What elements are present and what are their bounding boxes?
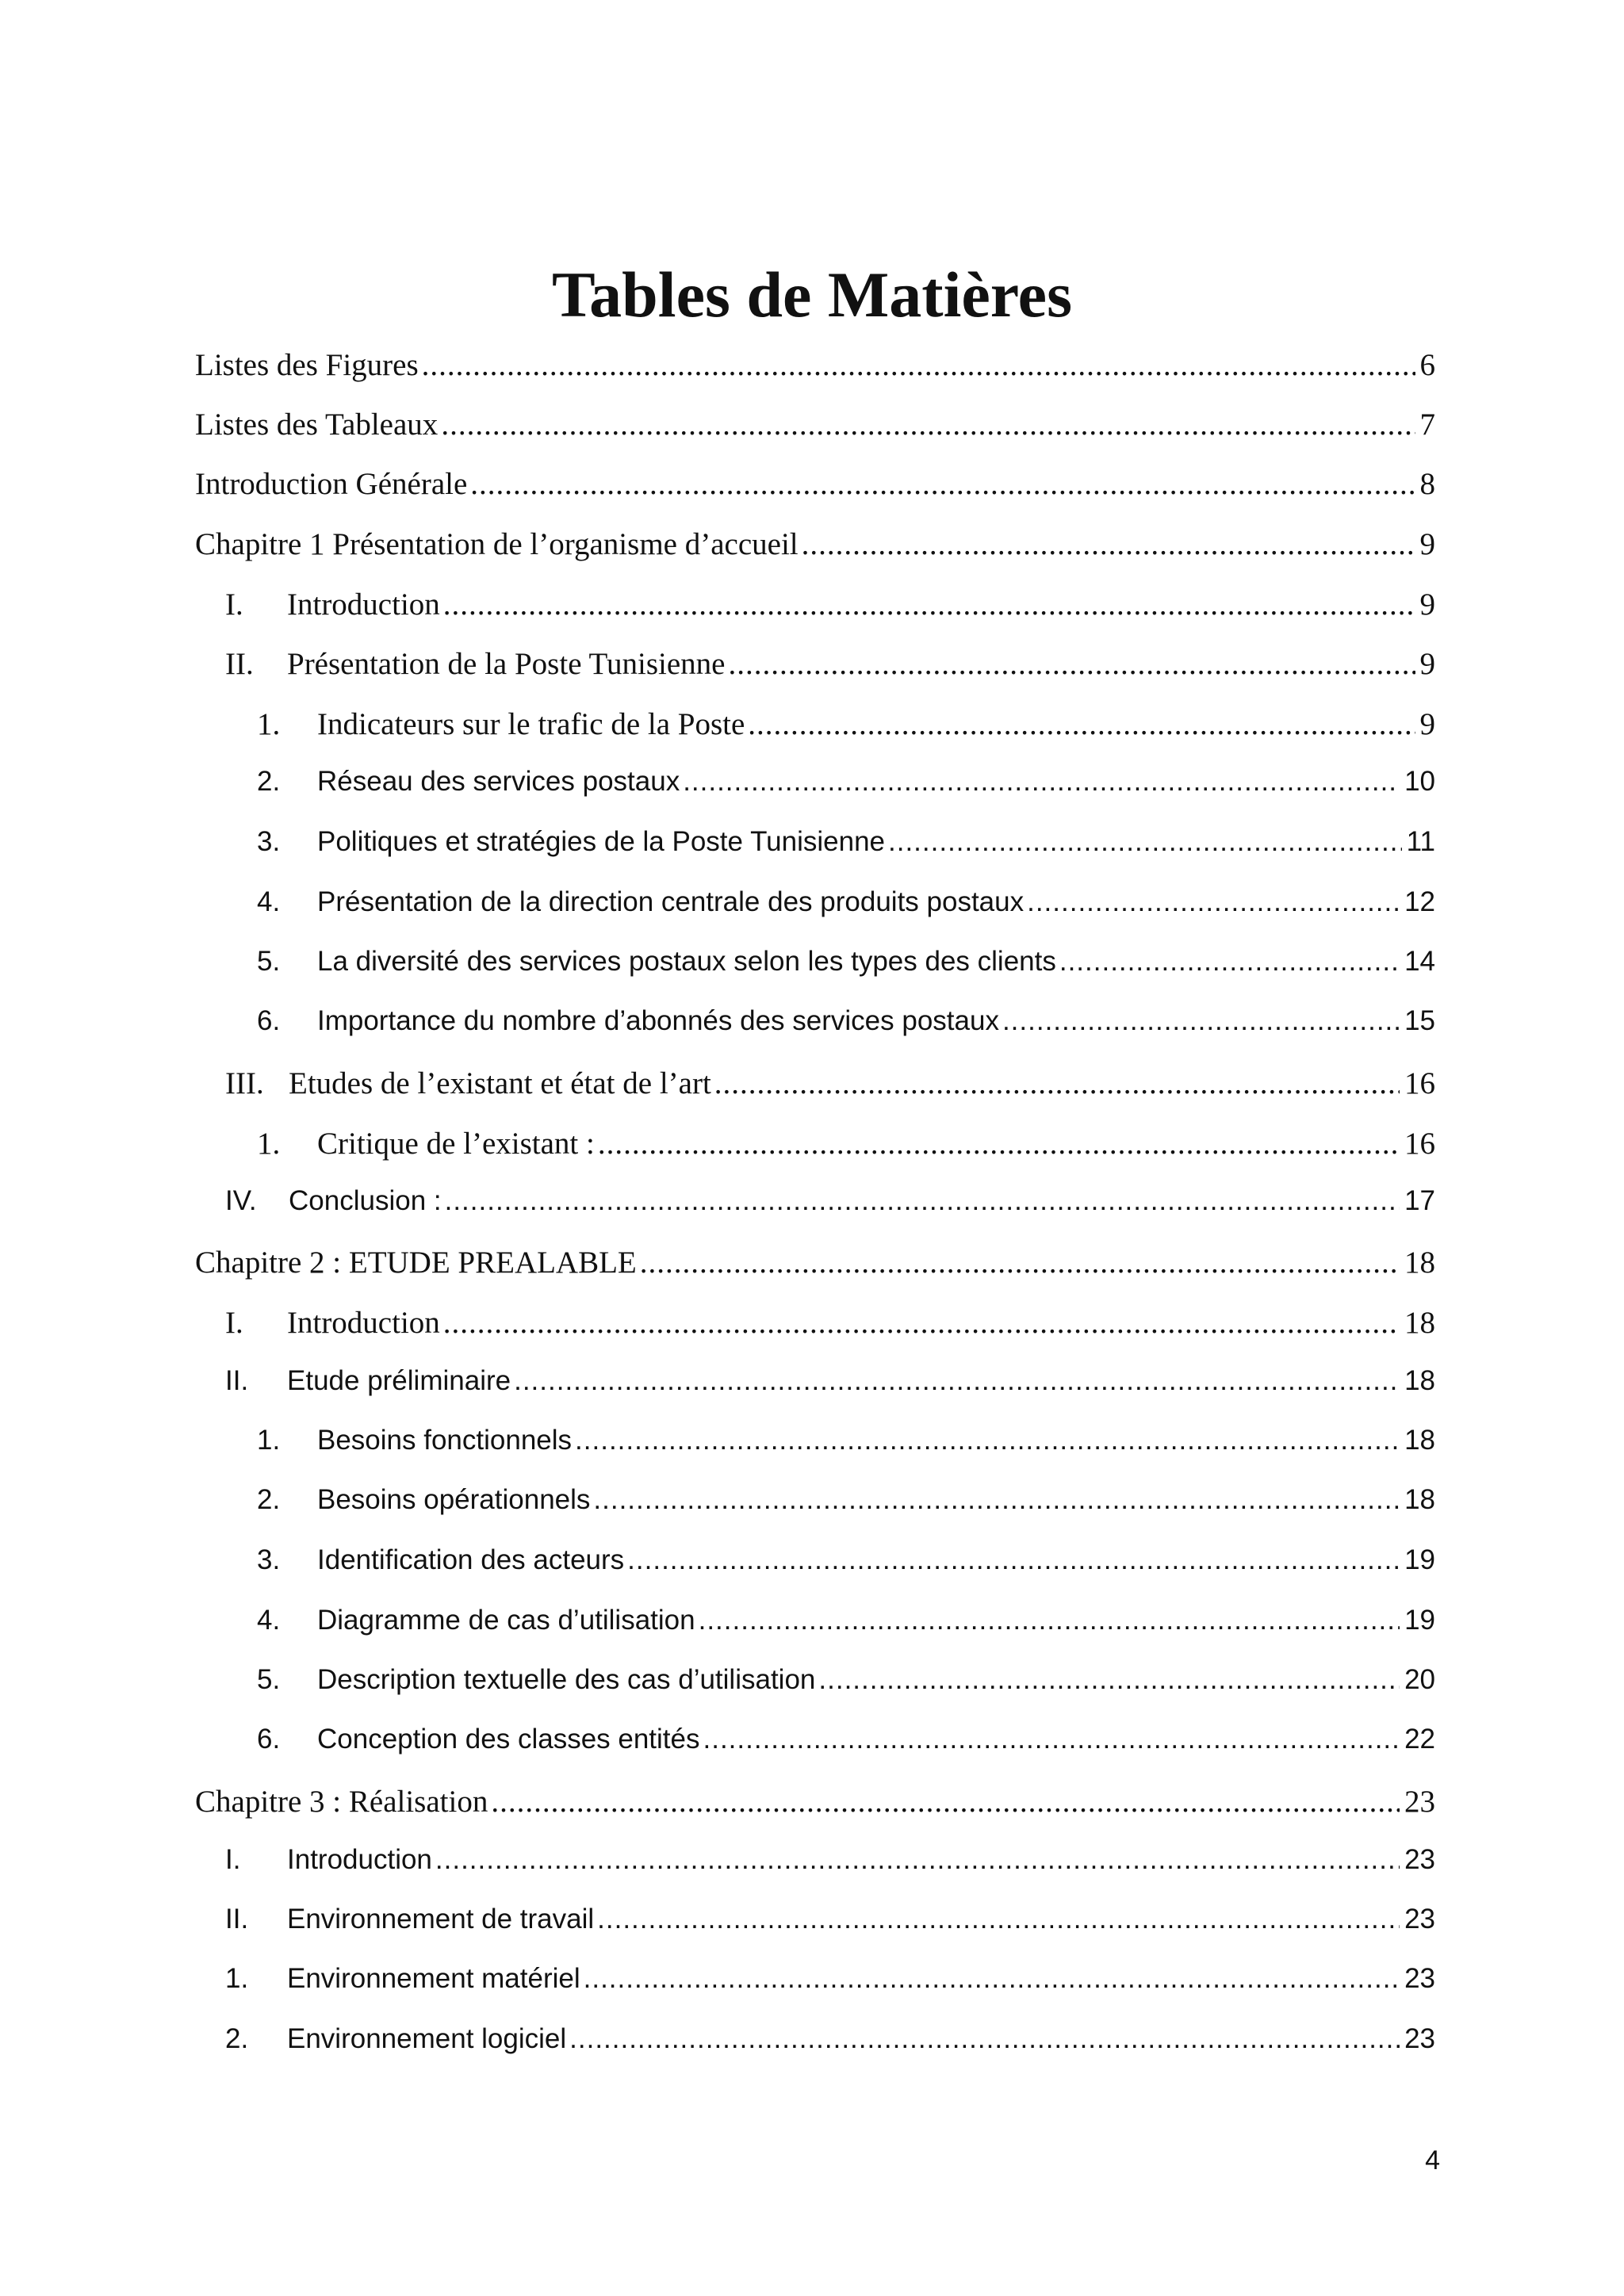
toc-entry-page: 10 (1404, 766, 1435, 797)
toc-entry[interactable] (195, 1066, 1435, 1113)
toc-entry-number: 3. (257, 1544, 281, 1575)
toc-entry-page: 23 (1404, 1963, 1435, 1994)
toc-dot-leader (422, 347, 1415, 383)
toc-entry-label: Introduction (287, 1306, 440, 1340)
toc-entry-label: Réseau des services postaux (317, 766, 680, 797)
toc-entry-label: Introduction (287, 1844, 432, 1875)
toc-entry-label: Conception des classes entités (317, 1724, 700, 1755)
toc-entry-label: Politiques et stratégies de la Poste Tunisienne (317, 826, 885, 857)
toc-entry[interactable] (195, 1544, 1435, 1592)
toc-entry-page: 8 (1419, 467, 1435, 501)
toc-entry[interactable] (195, 706, 1435, 754)
toc-entry[interactable] (195, 886, 1435, 934)
toc-dot-leader (514, 1365, 1400, 1397)
toc-dot-leader (699, 1605, 1400, 1636)
toc-entry-page: 6 (1419, 348, 1435, 382)
toc-entry-number: II. (225, 1365, 249, 1396)
toc-entry-label: Environnement logiciel (287, 2023, 567, 2054)
toc-entry-page: 12 (1404, 886, 1435, 917)
toc-entry-number: I. (225, 587, 243, 622)
toc-entry[interactable] (195, 946, 1435, 993)
toc-entry-number: 4. (257, 886, 281, 917)
toc-entry-page: 17 (1404, 1185, 1435, 1216)
toc-dot-leader (584, 1963, 1400, 1995)
toc-entry-number: 1. (257, 1425, 281, 1456)
page-number: 4 (1425, 2145, 1440, 2175)
toc-dot-leader (569, 2023, 1400, 2055)
toc-dot-leader (714, 1066, 1400, 1101)
toc-entry-page: 7 (1419, 408, 1435, 442)
toc-entry-number: I. (225, 1306, 243, 1340)
toc-entry-page: 23 (1404, 2023, 1435, 2054)
toc-entry-label: La diversité des services postaux selon les types des clients (317, 946, 1056, 977)
toc-entry-page: 23 (1404, 1904, 1435, 1934)
toc-entry-label: Listes des Figures (195, 348, 419, 382)
toc-entry-number: 5. (257, 1664, 281, 1695)
toc-dot-leader (888, 826, 1402, 858)
toc-dot-leader (683, 766, 1400, 798)
toc-entry-page: 15 (1404, 1005, 1435, 1036)
toc-entry[interactable] (195, 826, 1435, 874)
toc-entry-number: II. (225, 647, 254, 681)
toc-entry-page: 18 (1404, 1425, 1435, 1456)
toc-entry-label: Chapitre 1 Présentation de l’organisme d’accueil (195, 527, 799, 561)
toc-dot-leader (593, 1484, 1400, 1516)
page-title: Tables de Matières (552, 258, 1072, 331)
toc-entry-number: 2. (257, 766, 281, 797)
toc-entry-page: 23 (1404, 1785, 1435, 1819)
toc-entry[interactable] (195, 1904, 1435, 1951)
toc-entry-number: 6. (257, 1724, 281, 1755)
toc-entry-page: 23 (1404, 1844, 1435, 1875)
toc-entry[interactable] (195, 1365, 1435, 1413)
toc-entry[interactable] (195, 347, 1435, 395)
toc-entry-number: IV. (225, 1185, 257, 1216)
toc-entry[interactable] (195, 1245, 1435, 1292)
toc-entry-number: II. (225, 1904, 249, 1934)
toc-entry-page: 18 (1404, 1306, 1435, 1340)
toc-entry[interactable] (195, 1605, 1435, 1652)
toc-entry-number: 1. (257, 1127, 281, 1161)
toc-entry-page: 16 (1404, 1127, 1435, 1161)
toc-entry-label: Indicateurs sur le trafic de la Poste (317, 707, 745, 741)
toc-entry-number: 1. (225, 1963, 249, 1994)
toc-entry-label: Introduction (287, 587, 440, 622)
toc-entry[interactable] (195, 1305, 1435, 1353)
toc-dot-leader (748, 706, 1415, 742)
toc-entry[interactable] (195, 646, 1435, 694)
toc-entry-label: Etudes de l’existant et état de l’art (289, 1066, 711, 1100)
toc-entry[interactable] (195, 766, 1435, 813)
toc-entry[interactable] (195, 1664, 1435, 1712)
toc-entry-label: Diagramme de cas d’utilisation (317, 1605, 695, 1636)
toc-entry-label: Environnement matériel (287, 1963, 580, 1994)
toc-entry-page: 16 (1404, 1066, 1435, 1100)
toc-entry[interactable] (195, 587, 1435, 634)
toc-entry-page: 9 (1419, 707, 1435, 741)
toc-entry-page: 11 (1406, 826, 1435, 857)
toc-entry-page: 18 (1404, 1484, 1435, 1515)
toc-dot-leader (1002, 1005, 1400, 1037)
toc-entry-label: Besoins opérationnels (317, 1484, 591, 1515)
toc-entry-page: 9 (1419, 647, 1435, 681)
toc-entry-number: 4. (257, 1605, 281, 1636)
toc-entry-number: 5. (257, 946, 281, 977)
toc-dot-leader (728, 646, 1415, 682)
toc-dot-leader (640, 1245, 1400, 1280)
toc-entry-label: Etude préliminaire (287, 1365, 511, 1396)
toc-entry[interactable] (195, 407, 1435, 454)
toc-entry-page: 9 (1419, 587, 1435, 622)
toc-dot-leader (443, 1305, 1400, 1341)
toc-entry-number: 2. (257, 1484, 281, 1515)
toc-dot-leader (441, 407, 1415, 442)
toc-entry[interactable] (195, 1963, 1435, 2011)
toc-dot-leader (598, 1126, 1400, 1161)
toc-entry-page: 19 (1404, 1544, 1435, 1575)
toc-entry-number: I. (225, 1844, 241, 1875)
toc-entry-label: Présentation de la direction centrale des produits postaux (317, 886, 1025, 917)
toc-dot-leader (703, 1724, 1400, 1755)
toc-dot-leader (445, 1185, 1400, 1217)
toc-entry[interactable] (195, 1425, 1435, 1472)
toc-entry[interactable] (195, 2023, 1435, 2071)
toc-dot-leader (597, 1904, 1400, 1935)
toc-entry-number: 3. (257, 826, 281, 857)
toc-entry[interactable] (195, 1724, 1435, 1771)
toc-entry[interactable] (195, 466, 1435, 514)
toc-entry-page: 9 (1419, 527, 1435, 561)
toc-entry-label: Présentation de la Poste Tunisienne (287, 647, 726, 681)
toc-entry-page: 18 (1404, 1246, 1435, 1280)
toc-entry-page: 14 (1404, 946, 1435, 977)
toc-entry[interactable] (195, 526, 1435, 574)
toc-entry[interactable] (195, 1784, 1435, 1831)
toc-entry[interactable] (195, 1005, 1435, 1053)
toc-entry-label: Critique de l’existant : (317, 1127, 595, 1161)
toc-entry-label: Besoins fonctionnels (317, 1425, 573, 1456)
toc-entry[interactable] (195, 1126, 1435, 1173)
toc-dot-leader (1027, 886, 1400, 918)
toc-entry[interactable] (195, 1844, 1435, 1892)
toc-entry-number: 1. (257, 707, 281, 741)
toc-entry-page: 20 (1404, 1664, 1435, 1695)
toc-dot-leader (802, 526, 1415, 562)
toc-dot-leader (818, 1664, 1400, 1696)
toc-entry-label: Identification des acteurs (317, 1544, 625, 1575)
toc-entry-label: Conclusion : (289, 1185, 442, 1216)
toc-entry[interactable] (195, 1484, 1435, 1532)
toc-entry-label: Listes des Tableaux (195, 408, 439, 442)
toc-entry-page: 18 (1404, 1365, 1435, 1396)
toc-dot-leader (1059, 946, 1400, 978)
toc-entry-label: Description textuelle des cas d’utilisation (317, 1664, 816, 1695)
toc-dot-leader (435, 1844, 1400, 1876)
toc-dot-leader (627, 1544, 1400, 1576)
toc-entry-number: 2. (225, 2023, 249, 2054)
toc-entry-label: Importance du nombre d’abonnés des services postaux (317, 1005, 999, 1036)
toc-entry-page: 22 (1404, 1724, 1435, 1755)
toc-entry-label: Environnement de travail (287, 1904, 595, 1934)
toc-dot-leader (470, 466, 1415, 502)
toc-dot-leader (575, 1425, 1400, 1456)
toc-entry[interactable] (195, 1185, 1435, 1233)
toc-entry-page: 19 (1404, 1605, 1435, 1636)
toc-dot-leader (491, 1784, 1400, 1820)
toc-entry-label: Introduction Générale (195, 467, 468, 501)
toc-entry-label: Chapitre 3 : Réalisation (195, 1785, 488, 1819)
toc-entry-number: 6. (257, 1005, 281, 1036)
toc-dot-leader (443, 587, 1415, 622)
toc-entry-number: III. (225, 1066, 264, 1100)
toc-entry-label: Chapitre 2 : ETUDE PREALABLE (195, 1246, 637, 1280)
